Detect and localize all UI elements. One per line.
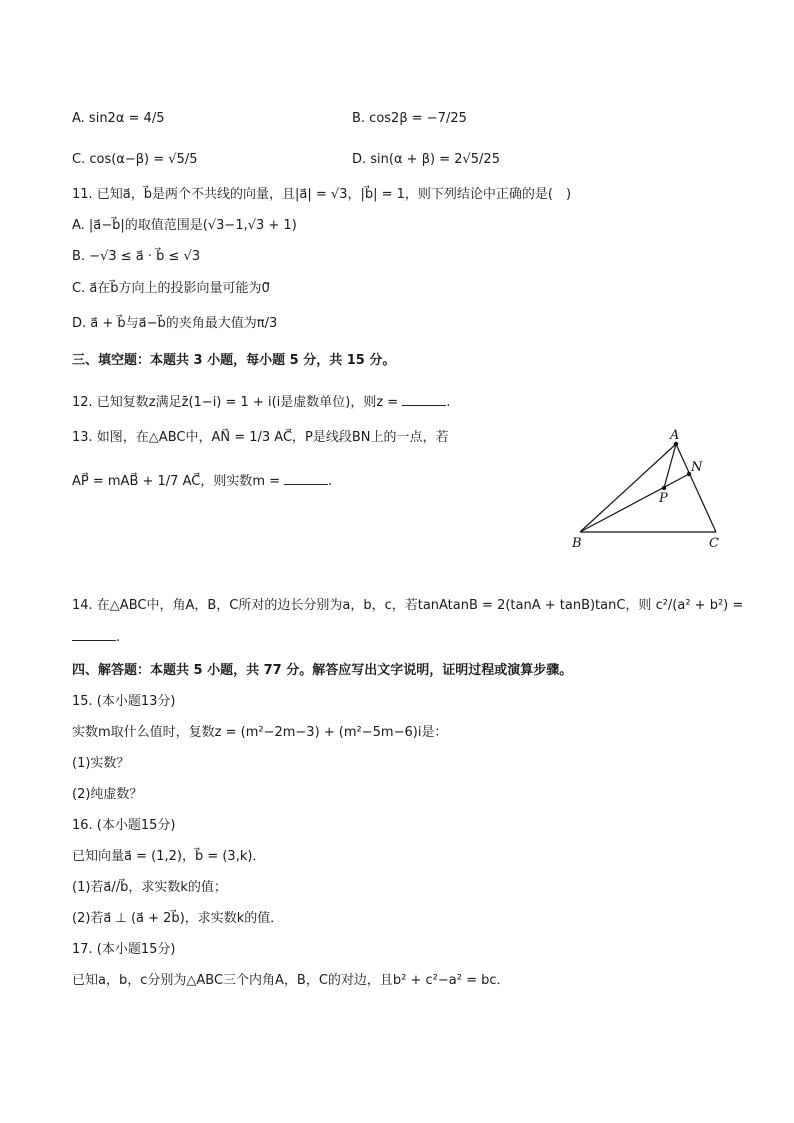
q17-title: 17. (本小题15分) [72,942,176,957]
q11-option-d: D. a⃗ + b⃗与a⃗−b⃗的夹角最大值为π/3 [72,316,278,331]
q14-answer-blank [72,628,116,641]
label-n: N [691,460,703,475]
q14-stem: 14. 在△ABC中，角A，B，C所对的边长分别为a，b，c，若tanAtanB = 2(tanA + tanB)tanC，则 c²/(a² + b²) = [72,598,744,613]
q12-stem [72,393,450,412]
q13-line1: 13. 如图，在△ABC中，AN⃗ = 1/3 AC⃗，P是线段BN上的一点，若 [72,430,449,445]
label-b: B [572,536,582,551]
q11-option-c: C. a⃗在b⃗方向上的投影向量可能为0⃗ [72,281,270,296]
q15-stem: 实数m取什么值时，复数z = (m²−2m−3) + (m²−5m−6)i是： [72,725,448,740]
q11-stem: 11. 已知a⃗，b⃗是两个不共线的向量，且|a⃗| = √3，|b⃗| = 1，则下列结论中正确的是( ) [72,187,572,202]
q12-text: 12. 已知复数z满足z̄(1−i) = 1 + i(i是虚数单位)，则z = [72,395,399,410]
q11-option-a: A. |a⃗−b⃗|的取值范围是(√3−1,√3 + 1) [72,218,297,233]
q10-option-d: D. sin(α + β) = 2√5/25 [352,152,500,167]
q13-line2 [72,472,332,491]
q15-part2: (2)纯虚数？ [72,787,143,802]
q10-option-c: C. cos(α−β) = √5/5 [72,152,198,167]
triangle-figure [566,426,736,554]
label-c: C [709,536,719,551]
q17-stem: 已知a，b，c分别为△ABC三个内角A，B，C的对边，且b² + c²−a² = bc． [72,973,510,988]
section-solution-heading: 四、解答题：本题共 5 小题，共 77 分。解答应写出文字说明，证明过程或演算步骤。 [72,663,573,678]
point-p [662,486,666,490]
q12-answer-blank [402,393,446,406]
label-a: A [670,428,680,443]
section-fill-in-heading: 三、填空题：本题共 3 小题，每小题 5 分，共 15 分。 [72,353,396,368]
q10-option-a: A. sin2α = 4/5 [72,111,165,126]
q12-end: . [446,395,451,410]
q10-option-b: B. cos2β = −7/25 [352,111,467,126]
q16-part1: (1)若a⃗//b⃗，求实数k的值； [72,880,227,895]
q16-title: 16. (本小题15分) [72,818,176,833]
q16-stem: 已知向量a⃗ = (1,2)，b⃗ = (3,k)． [72,849,266,864]
label-p: P [659,491,668,506]
q11-option-b: B. −√3 ≤ a⃗ · b⃗ ≤ √3 [72,249,201,264]
q15-part1: (1)实数？ [72,756,130,771]
q16-part2: (2)若a⃗ ⊥ (a⃗ + 2b⃗)，求实数k的值． [72,911,284,926]
side-ac [676,444,716,532]
q14-end: . [116,630,121,645]
q13-answer-blank [284,472,328,485]
q15-title: 15. (本小题13分) [72,694,176,709]
q13-line2-text: AP⃗ = mAB⃗ + 1/7 AC⃗，则实数m = [72,474,281,489]
q14-answer-line [72,628,120,647]
q13-line2-end: . [328,474,333,489]
